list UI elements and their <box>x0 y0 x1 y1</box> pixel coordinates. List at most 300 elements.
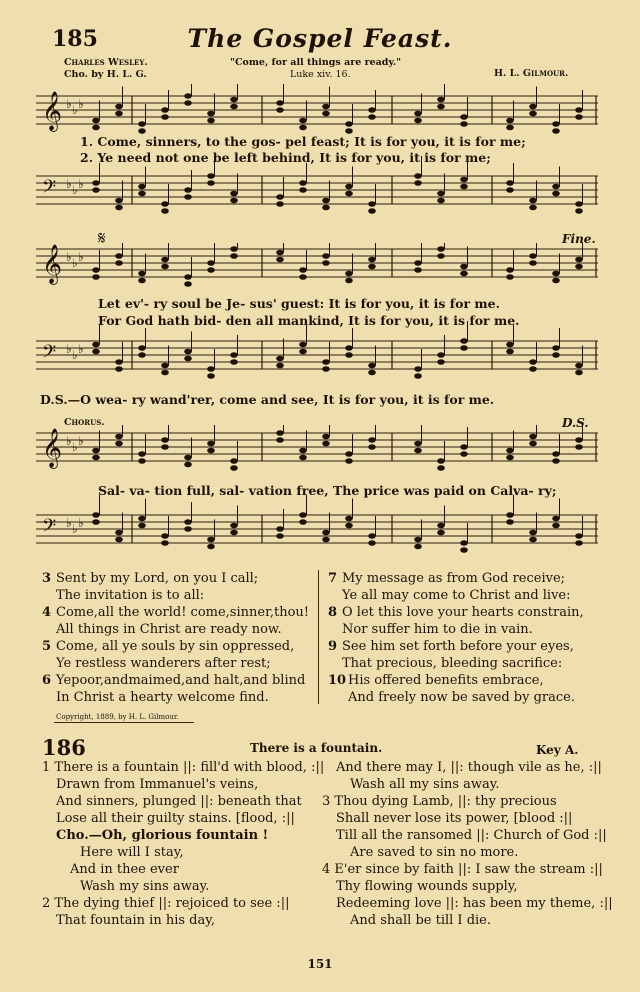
note-head <box>138 345 146 351</box>
note-head <box>92 267 100 273</box>
note-head <box>437 104 445 110</box>
bass-clef-icon: 𝄢 <box>42 177 57 202</box>
note-head <box>345 271 353 277</box>
note-head <box>506 342 514 348</box>
verse-line: 7 My message as from God receive; <box>328 571 566 586</box>
note-head <box>552 352 560 358</box>
note-head <box>552 523 560 529</box>
note-head <box>138 191 146 197</box>
treble-clef-icon: 𝄞 <box>42 428 63 468</box>
note-head <box>552 278 560 284</box>
note-head <box>207 173 215 179</box>
note-head <box>506 267 514 273</box>
note-head <box>92 187 100 193</box>
note-head <box>460 264 468 270</box>
note-head <box>115 205 123 211</box>
note-head <box>345 121 353 127</box>
verse-line: 4 Come,all the world! come,sinner,thou! <box>42 605 310 620</box>
note-head <box>138 128 146 134</box>
segno-sign: 𝄋 <box>98 228 106 249</box>
note-head <box>322 104 330 110</box>
verse-line: Thy flowing wounds supply, <box>336 879 518 894</box>
note-head <box>575 437 583 443</box>
note-head <box>92 342 100 348</box>
note-head <box>115 434 123 440</box>
flat-icon: ♭ <box>78 516 84 530</box>
verse-line: And freely now be saved by grace. <box>348 690 575 705</box>
note-head <box>299 519 307 525</box>
note-head <box>414 173 422 179</box>
note-head <box>506 125 514 131</box>
note-head <box>299 448 307 454</box>
note-head <box>322 111 330 117</box>
note-head <box>184 526 192 532</box>
note-head <box>368 201 376 207</box>
note-head <box>115 198 123 204</box>
note-head <box>322 441 330 447</box>
note-head <box>115 359 123 365</box>
hymn-title: The Gospel Feast. <box>187 24 453 53</box>
note-head <box>414 260 422 266</box>
note-head <box>552 128 560 134</box>
note-head <box>92 349 100 355</box>
note-head <box>552 191 560 197</box>
note-head <box>184 93 192 99</box>
note-head <box>92 519 100 525</box>
note-head <box>92 274 100 280</box>
note-head <box>575 208 583 214</box>
note-head <box>322 198 330 204</box>
lyric-line: For God hath bid- den all mankind, It is for you, it is for me. <box>98 313 520 328</box>
note-head <box>529 205 537 211</box>
note-head <box>345 278 353 284</box>
verse-line: That precious, bleeding sacrifice: <box>342 656 563 671</box>
note-head <box>299 125 307 131</box>
flat-icon: ♭ <box>78 342 84 356</box>
note-head <box>414 448 422 454</box>
verse-line: Nor suffer him to die in vain. <box>342 622 533 637</box>
note-head <box>506 455 514 461</box>
note-head <box>529 260 537 266</box>
verse-line: Drawn from Immanuel's veins, <box>56 777 259 792</box>
treble-clef-icon: 𝄞 <box>42 91 63 131</box>
note-head <box>138 451 146 457</box>
note-head <box>460 338 468 344</box>
note-head <box>552 516 560 522</box>
note-head <box>276 437 284 443</box>
note-head <box>276 107 284 113</box>
note-head <box>506 180 514 186</box>
note-head <box>138 278 146 284</box>
note-head <box>299 187 307 193</box>
note-head <box>161 540 169 546</box>
verse-line: In Christ a hearty welcome find. <box>56 690 269 705</box>
note-head <box>460 121 468 127</box>
note-head <box>207 260 215 266</box>
note-head <box>230 465 238 471</box>
note-head <box>161 107 169 113</box>
note-head <box>115 253 123 259</box>
note-head <box>92 118 100 124</box>
note-head <box>161 201 169 207</box>
note-head <box>138 352 146 358</box>
note-head <box>414 118 422 124</box>
verse-line: Ye all may come to Christ and live: <box>342 588 571 603</box>
note-head <box>207 180 215 186</box>
note-head <box>184 356 192 362</box>
flat-icon: ♭ <box>66 97 72 111</box>
note-head <box>368 208 376 214</box>
note-head <box>276 250 284 256</box>
verses-left-column <box>42 570 309 706</box>
author-credit: Charles Wesley. <box>64 57 148 68</box>
note-head <box>230 191 238 197</box>
note-head <box>506 187 514 193</box>
verse-line: 2 The dying thief ||: rejoiced to see :|| <box>42 896 290 911</box>
note-head <box>506 512 514 518</box>
note-head <box>161 257 169 263</box>
note-head <box>414 366 422 372</box>
note-head <box>207 118 215 124</box>
note-head <box>322 205 330 211</box>
note-head <box>529 359 537 365</box>
note-head <box>276 201 284 207</box>
note-head <box>322 434 330 440</box>
verse-line: Shall never lose its power, [blood :|| <box>336 811 573 826</box>
hymn-title: There is a fountain. <box>250 741 383 755</box>
note-head <box>276 430 284 436</box>
note-head <box>529 198 537 204</box>
note-head <box>115 104 123 110</box>
note-head <box>437 191 445 197</box>
note-head <box>138 121 146 127</box>
note-head <box>506 274 514 280</box>
verse-line: Wash all my sins away. <box>350 777 500 792</box>
note-head <box>552 451 560 457</box>
lyric-line: 2. Ye need not one be left behind, It is for you, it is for me; <box>80 150 491 165</box>
note-head <box>161 264 169 270</box>
note-head <box>92 448 100 454</box>
note-head <box>529 434 537 440</box>
note-head <box>299 342 307 348</box>
verse-line: 3 Sent by my Lord, on you I call; <box>42 571 259 586</box>
note-head <box>460 345 468 351</box>
note-head <box>276 356 284 362</box>
note-head <box>299 512 307 518</box>
note-head <box>184 274 192 280</box>
note-head <box>299 118 307 124</box>
note-head <box>437 458 445 464</box>
verse-line: And shall be till I die. <box>350 913 492 928</box>
verse-line: All things in Christ are ready now. <box>56 622 282 637</box>
note-head <box>115 111 123 117</box>
note-head <box>437 465 445 471</box>
verse-line: 1 There is a fountain ||: fill'd with blood, :|| <box>42 760 325 775</box>
note-head <box>92 180 100 186</box>
verse-line: 5 Come, all ye souls by sin oppressed, <box>42 639 295 654</box>
note-head <box>345 345 353 351</box>
verse-line: 9 See him set forth before your eyes, <box>328 639 574 654</box>
verse-line: Till all the ransomed ||: Church of God :|| <box>336 828 607 843</box>
note-head <box>115 537 123 543</box>
note-head <box>345 352 353 358</box>
verse-line: Wash my sins away. <box>80 879 210 894</box>
note-head <box>184 462 192 468</box>
verse-line: 3 Thou dying Lamb, ||: thy precious <box>322 794 557 809</box>
note-head <box>138 516 146 522</box>
note-head <box>115 441 123 447</box>
note-head <box>299 274 307 280</box>
verse-line: And there may I, ||: though vile as he, :|| <box>336 760 602 775</box>
verse-line: Are saved to sin no more. <box>350 845 519 860</box>
note-head <box>207 267 215 273</box>
note-head <box>322 530 330 536</box>
note-head <box>368 264 376 270</box>
note-head <box>575 201 583 207</box>
note-head <box>276 100 284 106</box>
chorus-credit: Cho. by H. L. G. <box>64 69 147 80</box>
flat-icon: ♭ <box>72 183 78 197</box>
note-head <box>161 533 169 539</box>
note-head <box>207 111 215 117</box>
note-head <box>345 128 353 134</box>
note-head <box>529 537 537 543</box>
note-head <box>552 345 560 351</box>
note-head <box>575 107 583 113</box>
note-head <box>299 180 307 186</box>
note-head <box>529 104 537 110</box>
note-head <box>161 437 169 443</box>
note-head <box>368 533 376 539</box>
note-head <box>230 246 238 252</box>
flat-icon: ♭ <box>66 342 72 356</box>
treble-staff-2 <box>36 243 598 287</box>
flat-icon: ♭ <box>78 177 84 191</box>
verse-line: 8 O let this love your hearts constrain, <box>328 605 584 620</box>
note-head <box>299 267 307 273</box>
note-head <box>230 198 238 204</box>
note-head <box>575 370 583 376</box>
flat-icon: ♭ <box>72 256 78 270</box>
note-head <box>184 349 192 355</box>
note-head <box>460 451 468 457</box>
note-head <box>276 533 284 539</box>
hymn-number: 186 <box>42 735 86 760</box>
note-head <box>575 363 583 369</box>
epigraph: "Come, for all things are ready." <box>230 57 402 68</box>
note-head <box>460 177 468 183</box>
note-head <box>575 540 583 546</box>
chorus-lyrics: Sal- va- tion full, sal- vation free, The price was paid on Calva- ry; <box>98 483 557 498</box>
note-head <box>529 441 537 447</box>
note-head <box>437 198 445 204</box>
note-head <box>230 352 238 358</box>
note-head <box>437 352 445 358</box>
note-head <box>161 444 169 450</box>
note-head <box>437 530 445 536</box>
note-head <box>184 187 192 193</box>
bass-clef-icon: 𝄢 <box>42 516 57 541</box>
note-head <box>184 281 192 287</box>
flat-icon: ♭ <box>72 348 78 362</box>
bass-staff-3 <box>36 495 598 553</box>
verse-line: 4 E'er since by faith ||: I saw the stream :|| <box>322 862 603 877</box>
scripture-reference: Luke xiv. 16. <box>290 69 351 80</box>
verse-line: 6 Yepoor,andmaimed,and halt,and blind <box>42 673 306 688</box>
note-head <box>368 540 376 546</box>
note-head <box>230 359 238 365</box>
note-head <box>161 208 169 214</box>
note-head <box>276 526 284 532</box>
page-number: 151 <box>307 957 333 971</box>
note-head <box>345 451 353 457</box>
note-head <box>414 373 422 379</box>
verse-line: Here will I stay, <box>80 845 184 860</box>
key-signature: Key A. <box>536 743 579 757</box>
note-head <box>207 441 215 447</box>
note-head <box>184 100 192 106</box>
note-head <box>115 530 123 536</box>
note-head <box>322 260 330 266</box>
note-head <box>230 104 238 110</box>
note-head <box>138 271 146 277</box>
note-head <box>345 184 353 190</box>
treble-staff-3 <box>36 425 598 471</box>
note-head <box>460 184 468 190</box>
note-head <box>437 246 445 252</box>
note-head <box>207 537 215 543</box>
verse-line: 10 His offered benefits embrace, <box>328 673 544 688</box>
flat-icon: ♭ <box>78 250 84 264</box>
verse-line: Lose all their guilty stains. [flood, :|| <box>56 811 295 826</box>
verse-line: And sinners, plunged ||: beneath that <box>56 794 302 809</box>
note-head <box>529 111 537 117</box>
note-head <box>138 184 146 190</box>
note-head <box>276 194 284 200</box>
note-head <box>575 257 583 263</box>
flat-icon: ♭ <box>78 97 84 111</box>
note-head <box>207 366 215 372</box>
note-head <box>322 253 330 259</box>
flat-icon: ♭ <box>78 434 84 448</box>
flat-icon: ♭ <box>66 250 72 264</box>
note-head <box>506 349 514 355</box>
note-head <box>230 530 238 536</box>
note-head <box>368 437 376 443</box>
chorus-label: Chorus. <box>64 417 105 428</box>
note-head <box>460 547 468 553</box>
note-head <box>368 370 376 376</box>
note-head <box>552 184 560 190</box>
column-divider <box>318 570 319 704</box>
note-head <box>414 441 422 447</box>
note-head <box>506 448 514 454</box>
flat-icon: ♭ <box>72 440 78 454</box>
note-head <box>345 523 353 529</box>
da-segno-line: D.S.—O wea- ry wand'rer, come and see, It is for you, it is for me. <box>40 392 495 407</box>
note-head <box>230 253 238 259</box>
note-head <box>506 118 514 124</box>
verse-line: Redeeming love ||: has been my theme, :|| <box>336 896 613 911</box>
chorus-line: Cho.—Oh, glorious fountain ! <box>56 828 269 843</box>
note-head <box>460 444 468 450</box>
note-head <box>299 455 307 461</box>
flat-icon: ♭ <box>66 177 72 191</box>
note-head <box>437 359 445 365</box>
note-head <box>414 537 422 543</box>
note-head <box>322 537 330 543</box>
note-head <box>115 366 123 372</box>
note-head <box>276 363 284 369</box>
note-head <box>184 519 192 525</box>
note-head <box>322 366 330 372</box>
lyric-line: Let ev'- ry soul be Je- sus' guest: It is for you, it is for me. <box>98 296 500 311</box>
treble-clef-icon: 𝄞 <box>42 244 63 284</box>
note-head <box>437 523 445 529</box>
note-head <box>437 253 445 259</box>
note-head <box>115 260 123 266</box>
note-head <box>368 107 376 113</box>
note-head <box>368 444 376 450</box>
note-head <box>230 97 238 103</box>
note-head <box>92 512 100 518</box>
note-head <box>575 533 583 539</box>
verse-line: That fountain in his day, <box>56 913 215 928</box>
note-head <box>575 444 583 450</box>
note-head <box>345 516 353 522</box>
flat-icon: ♭ <box>66 434 72 448</box>
note-head <box>552 121 560 127</box>
note-head <box>368 114 376 120</box>
note-head <box>138 458 146 464</box>
hymn-number: 185 <box>52 26 98 52</box>
note-head <box>230 523 238 529</box>
note-head <box>345 191 353 197</box>
note-head <box>276 257 284 263</box>
note-head <box>414 111 422 117</box>
verse-line: Ye restless wanderers after rest; <box>56 656 271 671</box>
note-head <box>184 194 192 200</box>
note-head <box>529 253 537 259</box>
bass-clef-icon: 𝄢 <box>42 342 57 367</box>
ds-marking: D.S. <box>562 416 589 430</box>
note-head <box>161 363 169 369</box>
verse-line: The invitation is to all: <box>56 588 205 603</box>
note-head <box>414 267 422 273</box>
note-head <box>529 366 537 372</box>
note-head <box>92 125 100 131</box>
note-head <box>575 264 583 270</box>
note-head <box>460 271 468 277</box>
bass-staff-2 <box>36 321 598 379</box>
hymn186-left-column <box>42 759 324 929</box>
note-head <box>506 519 514 525</box>
note-head <box>460 540 468 546</box>
note-head <box>368 257 376 263</box>
composer-credit: H. L. Gilmour. <box>494 68 569 79</box>
flat-icon: ♭ <box>72 522 78 536</box>
note-head <box>345 458 353 464</box>
note-head <box>299 349 307 355</box>
note-head <box>414 544 422 550</box>
verse-line: And in thee ever <box>70 862 179 877</box>
note-head <box>207 448 215 454</box>
note-head <box>161 114 169 120</box>
note-head <box>460 114 468 120</box>
note-head <box>207 373 215 379</box>
note-head <box>529 530 537 536</box>
note-head <box>138 523 146 529</box>
